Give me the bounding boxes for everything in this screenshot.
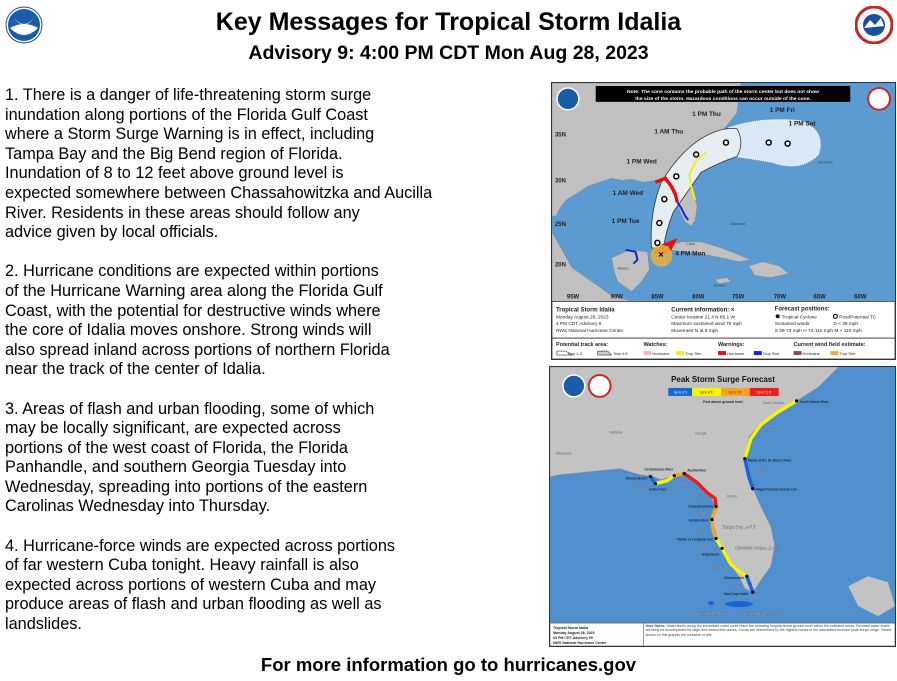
point-mexico-beach: Mexico Beach [626,476,648,481]
state-south-carolina: South Carolina [762,400,784,405]
legend-ts-watch: Trop Stm [685,351,702,357]
current-movement: Movement N at 8 mph [671,329,719,335]
lat-30n: 30N [554,178,566,185]
sustained-scale: S 39-73 mph H 74-110 mph M > 110 mph [774,329,862,335]
key-message-line: 1. There is a danger of life-threatening storm surge [5,86,372,104]
page-title: Key Messages for Tropical Storm Idalia [215,8,682,36]
label-1am-wed: 1 AM Wed [612,190,644,198]
label-1pm-sat: 1 PM Sat [788,120,816,128]
forecast-tc: Tropical Cyclone [781,315,817,321]
legend-watches-title: Watches: [643,342,668,349]
florida-keys-surge [725,601,753,607]
point-englewood: Englewood [702,552,720,557]
nws-logo-surge [589,375,611,397]
label-cuba: Cuba [686,241,695,246]
lon-75w: 75W [731,294,745,301]
advisory-subtitle: Advisory 9: 4:00 PM CDT Mon Aug 28, 2023 [248,42,649,64]
key-message-line: the core of Idalia moves onshore. Strong winds will [5,321,372,340]
point-chassahowitzka: Chassahowitzka [688,504,714,509]
point-aucilla: Aucilla River [687,468,707,473]
label-1pm-thu: 1 PM Thu [692,110,721,118]
lon-65w: 65W [813,294,826,301]
legend-ts-warning: Trop Stm [762,351,779,357]
key-message-line: landslides. [5,615,82,634]
noaa-logo-surge [563,375,585,397]
dry-tortugas-range: Dry Tortugas...1-2 ft [691,611,728,617]
range-2-4-georgia: 2-4 ft [765,426,776,432]
legend-warnings-title: Warnings: [718,342,745,349]
surge-info-date: Monday August 28, 2023 [552,631,595,636]
key-message-line: where a Storm Surge Warning is in effect, including [5,125,375,144]
label-1pm-wed: 1 PM Wed [626,158,657,166]
cone-note-line2: the size of the storm. Hazardous conditions can occur outside of the cone. [635,96,811,102]
range-3-5-englewood: 3-5 ft [699,545,709,551]
legend-wind-title: Current wind field estimate: [793,342,866,349]
lat-35n: 35N [554,132,566,139]
storm-advisory: 4 PM CDT Advisory 9 [555,322,602,328]
user-notes-text: Water levels along the immediate coast could reach the following heights above ground level within the indicated areas. Elevated water levels will likely be accompanied by large and destructive waves. Colors are determined by the highest values in the associated forecast peak surge range. Values shown on this graphic are inclusive of tide. [645,624,892,637]
key-message-line: Inundation of 8 to 12 feet above ground level is [5,164,344,183]
surge-title: Peak Storm Surge Forecast [671,374,775,384]
user-notes-label: User Notes: [645,624,666,629]
key-message-1 [5,86,545,243]
legend-hurricane-watch: Hurricane [652,351,670,357]
lon-70w: 70W [773,294,786,301]
noaa-logo-small [557,88,579,110]
legend-hurricane-warning: Hurricane [726,351,745,357]
range-3-5-panhandle: 3-5 ft [665,488,675,494]
label-bahamas: Bahamas [730,221,746,226]
point-chokoloskee: Chokoloskee [724,576,744,581]
range-1-3-mexico-beach: 1-3 ft [633,482,644,488]
range-1-3-south: 1-3 ft [731,584,742,590]
state-florida: Florida [726,494,737,499]
label-mexico: Mexico [617,266,629,271]
range-5-8: 5-8 ft [678,480,688,486]
current-info-title: Current information: × [671,307,735,314]
label-1pm-tue: 1 PM Tue [611,217,640,225]
sustained-d: D < 39 mph [833,322,859,328]
key-message-line: also spread inland across portions of northern Florida [5,340,390,359]
key-message-line: 2. Hurricane conditions are expected within portions [5,262,379,281]
current-wind: Maximum sustained wind 70 mph [671,322,742,328]
point-ochlockonee: Ochlockonee River [644,467,674,472]
point-flagler-volusia: Flagler/Volusia County Line [755,487,798,492]
key-message-line: 3. Areas of flash and urban flooding, some of which [5,399,375,418]
storm-surge-map [549,366,896,647]
storm-date: Monday August 28, 2023 [555,315,609,321]
surge-info-center: NWS National Hurricane Center [552,641,607,646]
key-message-4 [5,537,545,635]
key-message-line: Wednesday, spreading into portions of the eastern [5,477,368,496]
nws-logo-small [868,88,890,110]
point-east-cape-sable: East Cape Sable [724,592,749,597]
dry-tortugas-surge [708,601,714,605]
tampa-bay-range: Tampa Bay...4-7 ft [722,524,756,530]
storm-center: NWS National Hurricane Center [555,329,624,335]
key-message-line: produce areas of flash and urban flooding as well as [5,595,382,614]
key-message-line: 4. Hurricane-force winds are expected across portions [5,536,396,555]
state-alabama: Alabama [609,430,623,435]
range-8-12: 8-12 ft [692,493,704,499]
legend-day45: Day 4-5 [613,351,628,357]
lon-85w: 85W [651,294,664,301]
range-4-7: 4-7 ft [693,528,703,534]
forecast-post-tc: Post/Potential TC [839,315,877,321]
legend-wind-ts: Trop Stm [839,351,856,357]
legend-wind-hurricane: Hurricane [802,351,820,357]
key-message-line: near the track of the center of Idalia. [5,360,266,379]
track-cone-map [551,82,896,360]
storm-name: Tropical Storm Idalia [555,307,615,314]
key-message-line: may be locally significant, are expected across [5,419,341,438]
label-4pm-mon: 4 PM Mon [675,250,706,258]
label-1pm-fri: 1 PM Fri [769,106,795,114]
point-longboat-key: Middle of Longboat Key [677,537,714,542]
lon-95w: 95W [566,294,580,301]
key-message-line: portions of the west coast of Florida, the Florida [5,438,348,457]
state-mississippi: Mississippi [555,451,572,456]
key-message-line: advice given by local officials. [5,223,219,242]
key-message-3 [5,400,545,518]
user-notes [645,623,894,637]
legend-day13: Day 1-3 [567,351,582,357]
legend-up-to-12: Up to 12 ft [756,390,772,395]
label-1am-thu: 1 AM Thu [654,128,684,136]
current-position-marker: × [658,249,664,260]
forecast-positions-title: Forecast positions: [774,306,830,313]
footer-more-info: For more information go to hurricanes.gov [260,654,637,675]
surge-info-advisory: 04 PM CDT Advisory 09 [552,636,593,641]
point-anclote: Anclote River [688,518,710,523]
key-message-line: of the Hurricane Warning area along the Florida Gulf [5,281,383,300]
label-bermuda: Bermuda [818,160,833,165]
range-2-4-southwest: 2-4 ft [713,564,723,570]
cone-note-line1: Note: The cone contains the probable path of the storm center but does not show [627,89,819,95]
lon-60w: 60W [854,294,867,301]
lon-90w: 90W [610,294,623,301]
point-st-marys: Mouth of the St. Mary's River [747,458,792,463]
key-message-line: Panhandle, and southern Georgia Tuesday into [5,458,347,477]
charlotte-harbor-range: Charlotte Harbor...2-4 ft [734,545,779,551]
key-message-line: River. Residents in these areas should follow any [5,203,360,222]
lon-80w: 80W [692,294,705,301]
label-jamaica: Jamaica [713,283,726,288]
legend-track-title: Potential track area: [555,342,609,349]
key-message-line: Carolinas Wednesday into Thursday. [5,497,271,516]
key-messages [5,86,545,654]
point-south-santee: South Santee River [799,399,829,404]
key-message-2 [5,262,545,380]
legend-caption: Feet above ground level [703,399,743,404]
lat-25n: 25N [554,221,566,228]
legend-up-to-9: Up to 9 ft [728,390,742,395]
key-message-line: Tampa Bay and the Big Bend region of Florida. [5,144,343,163]
key-message-line: Coast, with the potential for destructive winds where [5,301,381,320]
key-message-line: of far western Cuba tonight. Heavy rainfall is also [5,556,359,575]
key-message-line: expected somewhere between Chassahowitzka and Aucilla [5,183,433,202]
point-indian-pass: Indian Pass [649,487,668,492]
range-6-9: 6-9 ft [695,510,705,516]
key-message-line: inundation along portions of the Florida Gulf Coast [5,105,368,124]
range-1-3-northeast: 1-3 ft [752,470,763,476]
state-georgia: Georgia [695,431,707,436]
florida-keys-range: Florida Keys...1-2 ft [742,611,780,617]
surge-info-name: Tropical Storm Idalia [552,626,589,631]
current-location: Center location 21.4 N 85.1 W [671,315,735,321]
legend-up-to-6: Up to 6 ft [699,390,713,395]
lat-20n: 20N [554,262,566,269]
legend-up-to-3: Up to 3 ft [673,390,687,395]
sustained-winds-label: Sustained winds: [774,322,811,328]
key-message-line: expected across portions of western Cuba and may [5,575,377,594]
